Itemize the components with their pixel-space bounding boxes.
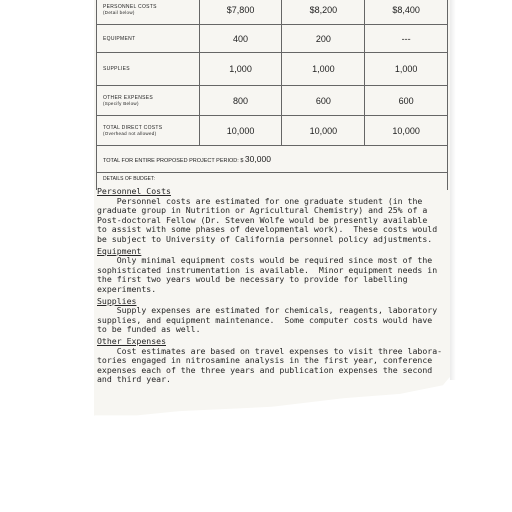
text-line: to assist with some phases of developmental work). These costs would	[97, 224, 438, 235]
text-line: be subject to University of California personnel policy adjustments.	[97, 233, 433, 244]
section-heading-other-expenses: Other Expenses	[97, 335, 167, 346]
value-cell: 600	[282, 86, 365, 116]
text-line: sophisticated instrumentation is available. Minor equipment needs in	[97, 264, 438, 275]
section-heading-personnel: Personnel Costs	[97, 186, 171, 196]
text-line: and third year.	[97, 374, 171, 385]
category-label: EQUIPMENT	[103, 35, 136, 42]
text-line: Post-doctoral Fellow (Dr. Steven Wolfe would be presently available	[97, 214, 428, 225]
row-label	[97, 116, 200, 146]
value-cell: ---	[365, 25, 448, 53]
project-total-value: 30,000	[244, 154, 271, 164]
table-row-equipment	[97, 25, 448, 53]
text-line: expenses each of the three years and publication expenses the second	[97, 364, 433, 375]
value-cell: $8,400	[365, 0, 448, 25]
value-cell: $8,200	[282, 0, 365, 25]
text-line: the first two years would be necessary to provide for labelling	[97, 274, 408, 285]
value-cell: 600	[365, 86, 448, 116]
value-cell: 800	[199, 86, 282, 116]
text-line: Cost estimates are based on travel expenses to visit three labora-	[97, 345, 443, 356]
table-row-total-direct	[97, 116, 448, 146]
project-total-label: TOTAL FOR ENTIRE PROPOSED PROJECT PERIOD: $	[103, 158, 244, 164]
text-line: supplies, and equipment maintenance. Some computer costs would have	[97, 314, 433, 325]
category-label: SUPPLIES	[103, 66, 130, 72]
page-shadow	[450, 0, 456, 380]
text-line: experiments.	[97, 283, 157, 294]
value-cell: $7,800	[199, 0, 282, 25]
value-cell: 200	[282, 25, 365, 53]
budget-table	[96, 0, 448, 190]
section-heading-supplies: Supplies	[97, 295, 137, 306]
category-label: PERSONNEL COSTS	[103, 3, 157, 10]
text-line: tories engaged in nitrosamine analysis in the first year, conference	[97, 355, 433, 366]
value-cell: 10,000	[365, 116, 448, 146]
text-line: Supply expenses are estimated for chemicals, reagents, laboratory	[97, 305, 438, 316]
value-cell: 1,000	[365, 53, 448, 86]
text-line: to be funded as well.	[97, 324, 201, 335]
table-row-personnel	[97, 0, 448, 25]
value-cell: 400	[199, 25, 282, 53]
details-label: DETAILS OF BUDGET:	[97, 173, 448, 191]
table-row-project-total	[97, 146, 448, 173]
value-cell: 10,000	[282, 116, 365, 146]
budget-details-text	[97, 185, 447, 385]
category-label: OTHER EXPENSES	[103, 94, 154, 101]
value-cell: 1,000	[199, 53, 282, 86]
row-label	[97, 0, 200, 25]
category-note: (Specify Below)	[103, 100, 139, 106]
section-heading-equipment: Equipment	[97, 245, 142, 256]
project-total-cell	[97, 146, 448, 173]
table-row-supplies	[97, 53, 448, 86]
table-row-other-expenses	[97, 86, 448, 116]
category-note: (Detail below)	[103, 9, 135, 15]
category-label: TOTAL DIRECT COSTS	[103, 124, 163, 131]
value-cell: 1,000	[282, 53, 365, 86]
text-line: Personnel costs are estimated for one graduate student (in the	[97, 195, 423, 206]
text-line: graduate group in Nutrition or Agricultural Chemistry) and 25% of a	[97, 205, 428, 216]
row-label	[97, 86, 200, 116]
row-label	[97, 25, 200, 53]
row-label	[97, 53, 200, 86]
category-note: (Overhead not allowed)	[103, 130, 157, 136]
value-cell: 10,000	[199, 116, 282, 146]
text-line: Only minimal equipment costs would be required since most of the	[97, 255, 433, 266]
